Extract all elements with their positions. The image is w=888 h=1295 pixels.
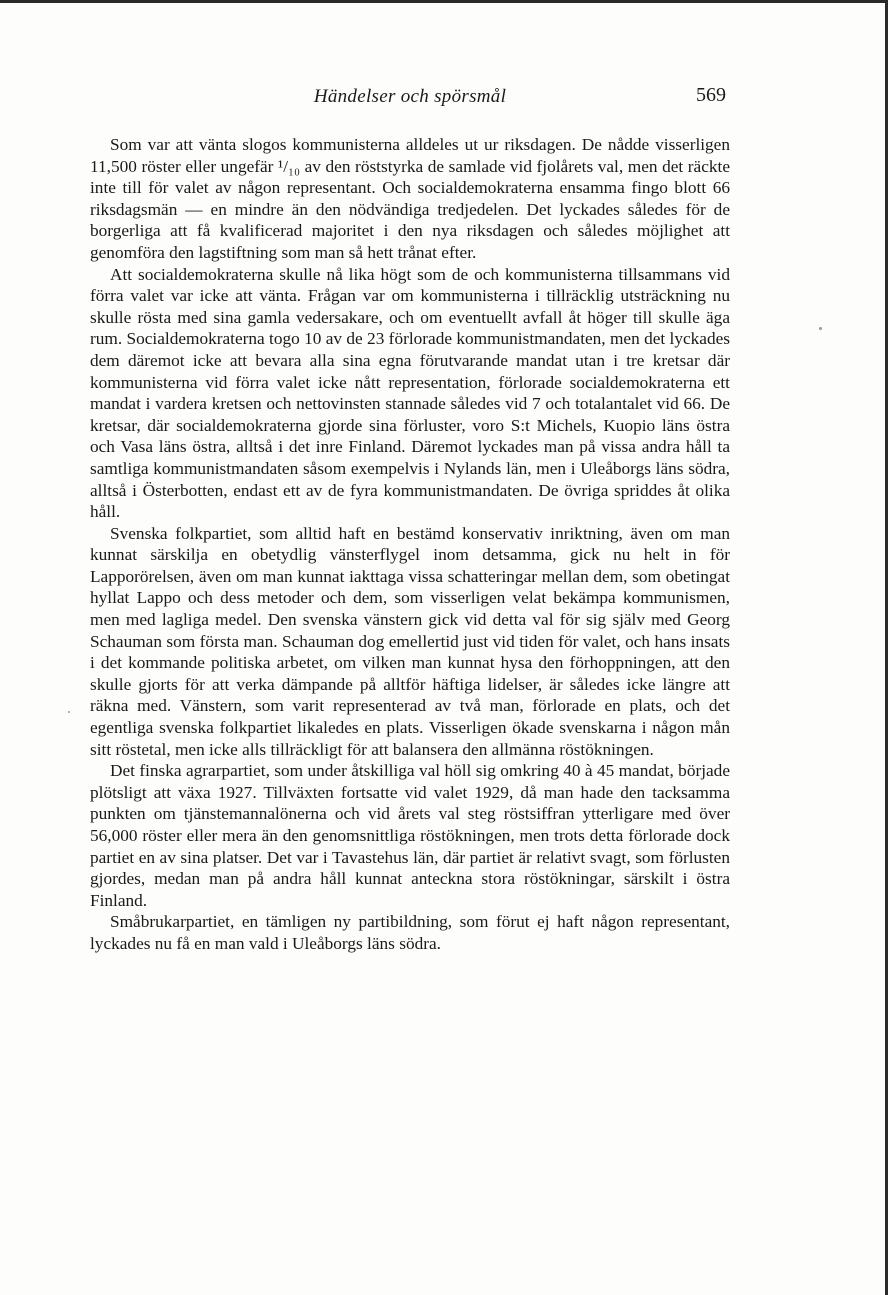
paragraph-swedish-peoples-party: Svenska folkpartiet, som alltid haft en bestämd konservativ inriktning, även om man kunnat särskilja en obetydlig vänsterflygel inom detsamma, gick nu helt in för Lapporörelsen, även om man kunnat iakttaga vissa schatteringar mellan dem, som obetingat hyllat Lappo och dess metoder och dem, som visserligen velat bekämpa kommunismen, men med lagliga medel. Den svenska vänstern gick vid detta val för sig själv med Georg Schauman som första man. Schauman dog emellertid just vid tiden för valet, och hans insats i det kommande politiska arbetet, om vilken man kunnat hysa den förhoppningen, att den skulle gjorts för att verka dämpande på alltför häftiga lidelser, är således icke längre att räkna med. Vänstern, som varit representerad av två man, förlorade en plats, och det egentliga svenska folkpartiet likaledes en plats. Visserligen ökade svenskarna i någon mån sitt röstetal, men icke alls tillräckligt för att balansera den allmänna röstökningen. <box>90 523 730 759</box>
paragraph-agrarian-party: Det finska agrarpartiet, som under åtskilliga val höll sig omkring 40 à 45 mandat, började plötsligt att växa 1927. Tillväxten fortsatte vid valet 1929, då man hade den tacksamma punkten om tjänstemannalönerna och vid årets val steg röstsiffran ytterligare med över 56,000 röster eller mera än den genomsnittliga röstökningen, men trots detta förlorade dock partiet en av sina platser. Det var i Tavastehus län, där partiet är relativt svagt, som förlusten gjordes, medan man på andra håll kunnat anteckna stora röstökningar, särskilt i östra Finland. <box>90 761 730 910</box>
paragraph-smallholders-party: Småbrukarpartiet, en tämligen ny partibildning, som förut ej haft någon representant, lyckades nu få en man vald i Uleåborgs läns södra. <box>90 912 730 953</box>
paragraph-election-communists: Som var att vänta slogos kommunisterna alldeles ut ur riksdagen. De nådde visserligen 11,500 röster eller ungefär ¹/₁₀ av den röststyrka de samlade vid fjolårets val, men det räckte inte till för valet av någon representant. Och socialdemokraterna ensamma fingo blott 66 riksdagsmän — en mindre än den nödvändiga tredjedelen. Det lyckades således för de borgerliga att få kvalificerad majoritet i den nya riksdagen och således möjlighet att genomföra den lagstiftning som man så hett trånat efter. <box>90 135 730 262</box>
scan-speck <box>819 327 822 330</box>
running-head <box>90 86 730 114</box>
page-number: 569 <box>696 84 726 106</box>
body-text <box>90 134 730 955</box>
scan-speck <box>68 711 70 713</box>
running-head-title: Händelser och spörsmål <box>313 86 507 107</box>
top-edge-rule <box>0 0 888 3</box>
paragraph-social-democrats: Att socialdemokraterna skulle nå lika högt som de och kommunisterna tillsammans vid förra valet var icke att vänta. Frågan var om kommunisterna i tillräcklig utsträckning nu skulle rösta med sina gamla vedersakare, och om eventuellt avfall åt höger till skulle äga rum. Socialdemokraterna togo 10 av de 23 förlorade kommunistmandaten, men det lyckades dem däremot icke att bevara alla sina egna förutvarande mandat utan i tre kretsar där kommunisterna vid förra valet icke nått representation, förlorade socialdemokraterna ett mandat i vardera kretsen och nettovinsten stannade således vid 7 och totalantalet vid 66. De kretsar, där socialdemokraterna gjorde sina förluster, voro S:t Michels, Kuopio läns östra och Vasa läns östra, alltså i det inre Finland. Däremot lyckades man på vissa andra håll ta samtliga kommunistmandaten såsom exempelvis i Nylands län, men i Uleåborgs läns södra, alltså i Österbotten, endast ett av de fyra kommunistmandaten. De övriga spriddes åt olika håll. <box>90 264 730 522</box>
